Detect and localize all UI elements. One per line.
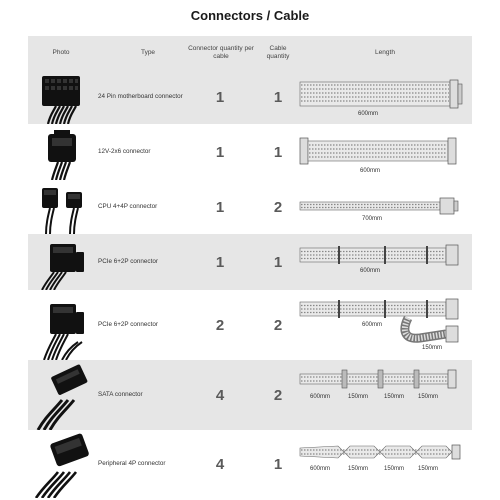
length-diagram: [298, 70, 472, 124]
cpu-4-4p-connector-icon: [28, 180, 94, 234]
table-row: [28, 180, 472, 234]
pcie-6-2p-connector-icon: [28, 234, 94, 290]
table-row: [28, 430, 472, 498]
table-row: [28, 124, 472, 180]
length-label: 600mm: [358, 111, 379, 117]
cable-quantity: 1: [273, 455, 283, 473]
type-label: PCIe 6+2P connector: [98, 320, 158, 328]
length-label: 150mm: [418, 394, 439, 400]
length-label: 150mm: [348, 394, 369, 400]
sata-connector-icon: [28, 360, 94, 430]
header-connector-quantity: Connector quantity per cable: [188, 44, 254, 60]
24-pin-connector-icon: [28, 70, 94, 124]
length-label: 150mm: [348, 466, 369, 472]
cable-quantity: 2: [273, 386, 283, 404]
cable-quantity: 2: [273, 198, 283, 216]
type-label: Peripheral 4P connector: [98, 459, 166, 467]
table-row: [28, 290, 472, 360]
connector-quantity: 1: [215, 143, 225, 161]
header-cable-quantity: Cable quantity: [266, 44, 290, 60]
table-row: [28, 360, 472, 430]
length-label: 600mm: [362, 322, 383, 328]
length-label: 150mm: [418, 466, 439, 472]
length-label: 150mm: [384, 466, 405, 472]
length-diagram: [298, 180, 472, 234]
connector-quantity: 1: [215, 88, 225, 106]
length-diagram: [298, 430, 472, 498]
connector-quantity: 2: [215, 316, 225, 334]
length-label: 700mm: [362, 216, 383, 222]
length-diagram: [298, 234, 472, 290]
table-row: [28, 70, 472, 124]
page-title: Connectors / Cable: [190, 8, 310, 23]
connector-quantity: 1: [215, 198, 225, 216]
pcie-6-2p-daisy-connector-icon: [28, 290, 94, 360]
table-header: [28, 36, 472, 70]
cable-quantity: 2: [273, 316, 283, 334]
cable-quantity: 1: [273, 88, 283, 106]
connector-quantity: 4: [215, 455, 225, 473]
type-label: 12V-2x6 connector: [98, 147, 151, 155]
cable-quantity: 1: [273, 253, 283, 271]
connector-quantity: 1: [215, 253, 225, 271]
length-label: 600mm: [310, 394, 331, 400]
12v-2x6-connector-icon: [28, 124, 94, 180]
cable-quantity: 1: [273, 143, 283, 161]
length-label: 600mm: [360, 168, 381, 174]
type-label: PCIe 6+2P connector: [98, 257, 158, 265]
peripheral-4p-connector-icon: [28, 430, 94, 498]
length-label: 600mm: [360, 268, 381, 274]
header-length: Length: [375, 48, 395, 56]
length-label: 150mm: [384, 394, 405, 400]
length-diagram: [298, 360, 472, 430]
connector-quantity: 4: [215, 386, 225, 404]
table-row: [28, 234, 472, 290]
length-label: 600mm: [310, 466, 331, 472]
header-photo: Photo: [52, 48, 70, 56]
length-label: 150mm: [422, 345, 443, 351]
type-label: CPU 4+4P connector: [98, 202, 158, 210]
header-type: Type: [140, 48, 156, 56]
length-diagram: [298, 124, 472, 180]
length-diagram: [298, 290, 472, 360]
type-label: SATA connector: [98, 390, 143, 398]
type-label: 24 Pin motherboard connector: [98, 92, 183, 100]
